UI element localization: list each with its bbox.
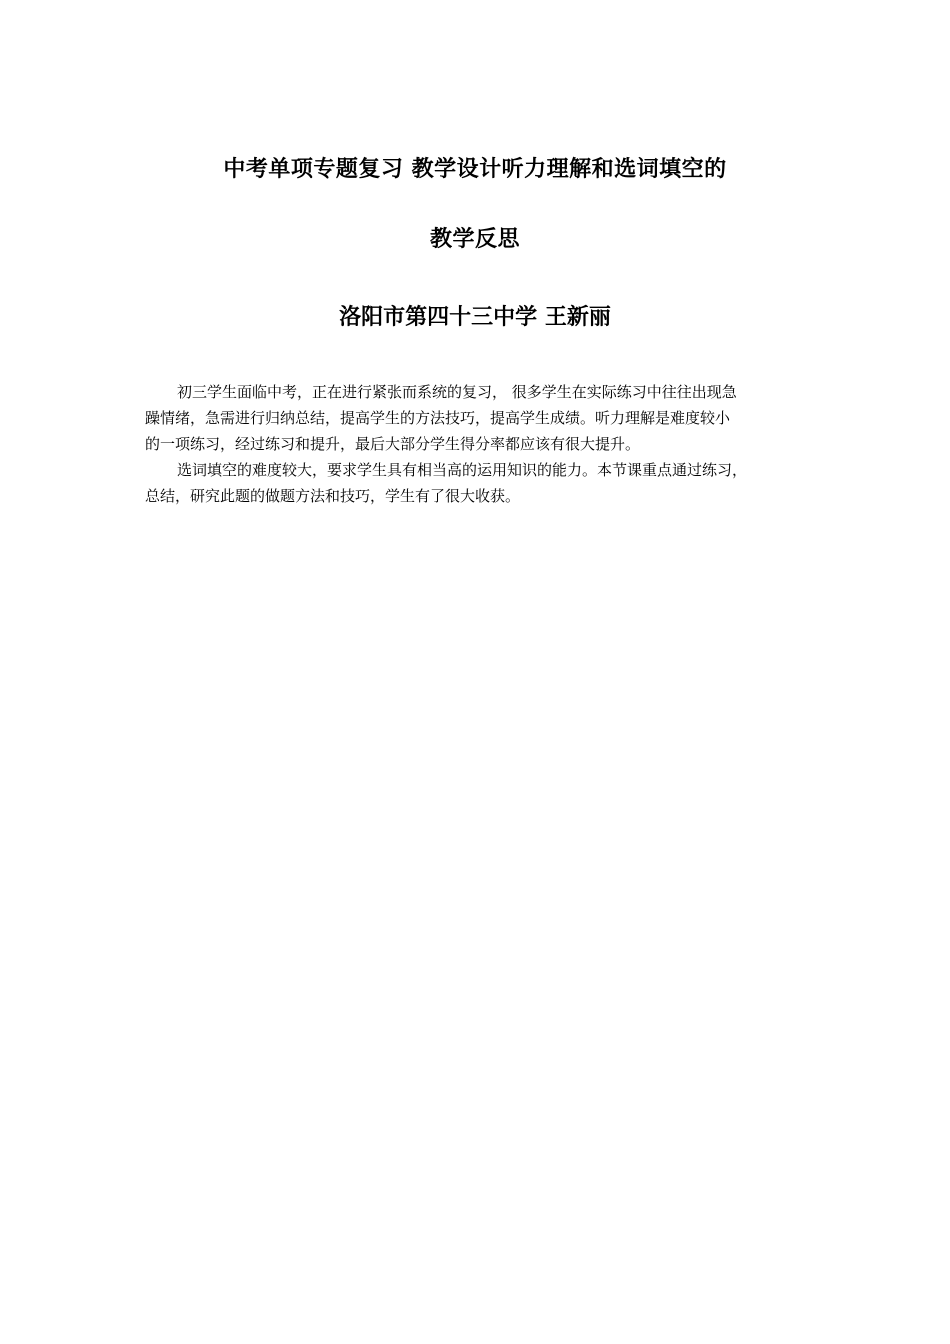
paragraph-1: [145, 379, 821, 457]
paragraph-2: [145, 457, 821, 509]
paragraph-1-line-1: 初三学生面临中考，正在进行紧张而系统的复习， 很多学生在实际练习中往往出现急: [177, 383, 737, 401]
paragraph-1-line-3: 的一项练习，经过练习和提升，最后大部分学生得分率都应该有很大提升。: [145, 435, 641, 453]
document-title-line-1: 中考单项专题复习 教学设计听力理解和选词填空的: [223, 156, 727, 182]
paragraph-2-line-2: 总结，研究此题的做题方法和技巧，学生有了很大收获。: [145, 487, 521, 505]
paragraph-2-line-1: 选词填空的难度较大，要求学生具有相当高的运用知识的能力。本节课重点通过练习，: [177, 461, 748, 479]
paragraph-1-line-2: 躁情绪，急需进行归纳总结，提高学生的方法技巧，提高学生成绩。听力理解是难度较小: [145, 409, 731, 427]
document-body: [145, 379, 821, 509]
author-line: 洛阳市第四十三中学 王新丽: [339, 304, 611, 330]
document-title-line-2: 教学反思: [429, 226, 520, 252]
